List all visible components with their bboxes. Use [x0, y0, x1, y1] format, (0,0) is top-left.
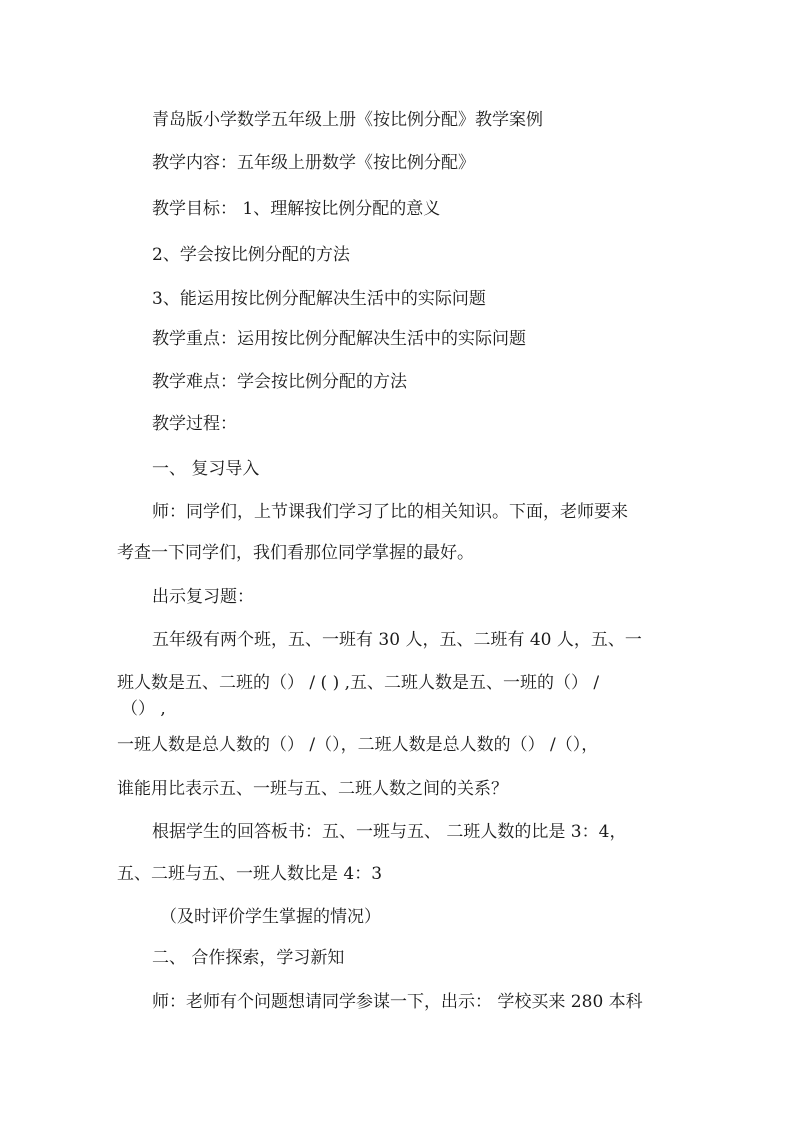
section-heading-review: 一、 复习导入	[152, 459, 260, 479]
review-question-label: 出示复习题：	[152, 587, 254, 607]
paragraph-line: 师：同学们，上节课我们学习了比的相关知识。下面，老师要来	[152, 502, 628, 522]
teaching-focus-line: 教学重点：运用按比例分配解决生活中的实际问题	[152, 329, 526, 349]
paragraph-line: 师：老师有个问题想请同学参谋一下，出示： 学校买来 280 本科	[152, 992, 643, 1012]
teaching-process-heading: 教学过程：	[152, 414, 237, 434]
goal-item-3: 3、能运用按比例分配解决生活中的实际问题	[152, 289, 486, 309]
section-heading-explore: 二、 合作探索，学习新知	[152, 948, 345, 968]
teaching-difficulty-line: 教学难点：学会按比例分配的方法	[152, 372, 407, 392]
paragraph-line: 五、二班与五、一班人数比是 4：3	[117, 864, 383, 884]
paragraph-line: （） ,	[121, 699, 166, 719]
paragraph-line: 一班人数是总人数的（） /（），二班人数是总人数的（） /（），	[117, 735, 599, 755]
goal-item-2: 2、学会按比例分配的方法	[152, 245, 350, 265]
evaluation-note: （及时评价学生掌握的情况）	[160, 907, 381, 927]
paragraph-line: 考查一下同学们，我们看那位同学掌握的最好。	[117, 543, 474, 563]
document-title: 青岛版小学数学五年级上册《按比例分配》教学案例	[152, 110, 543, 130]
teaching-goal-line: 教学目标： 1、理解按比例分配的意义	[152, 199, 441, 219]
paragraph-line: 谁能用比表示五、一班与五、二班人数之间的关系？	[117, 779, 508, 799]
paragraph-line: 五年级有两个班，五、一班有 30 人，五、二班有 40 人，五、一	[152, 630, 642, 650]
paragraph-line: 班人数是五、二班的（） / ( ) ,五、二班人数是五、一班的（） /	[117, 673, 600, 693]
teaching-content-line: 教学内容：五年级上册数学《按比例分配》	[152, 153, 475, 173]
paragraph-line: 根据学生的回答板书：五、一班与五、 二班人数的比是 3：4，	[152, 822, 627, 842]
